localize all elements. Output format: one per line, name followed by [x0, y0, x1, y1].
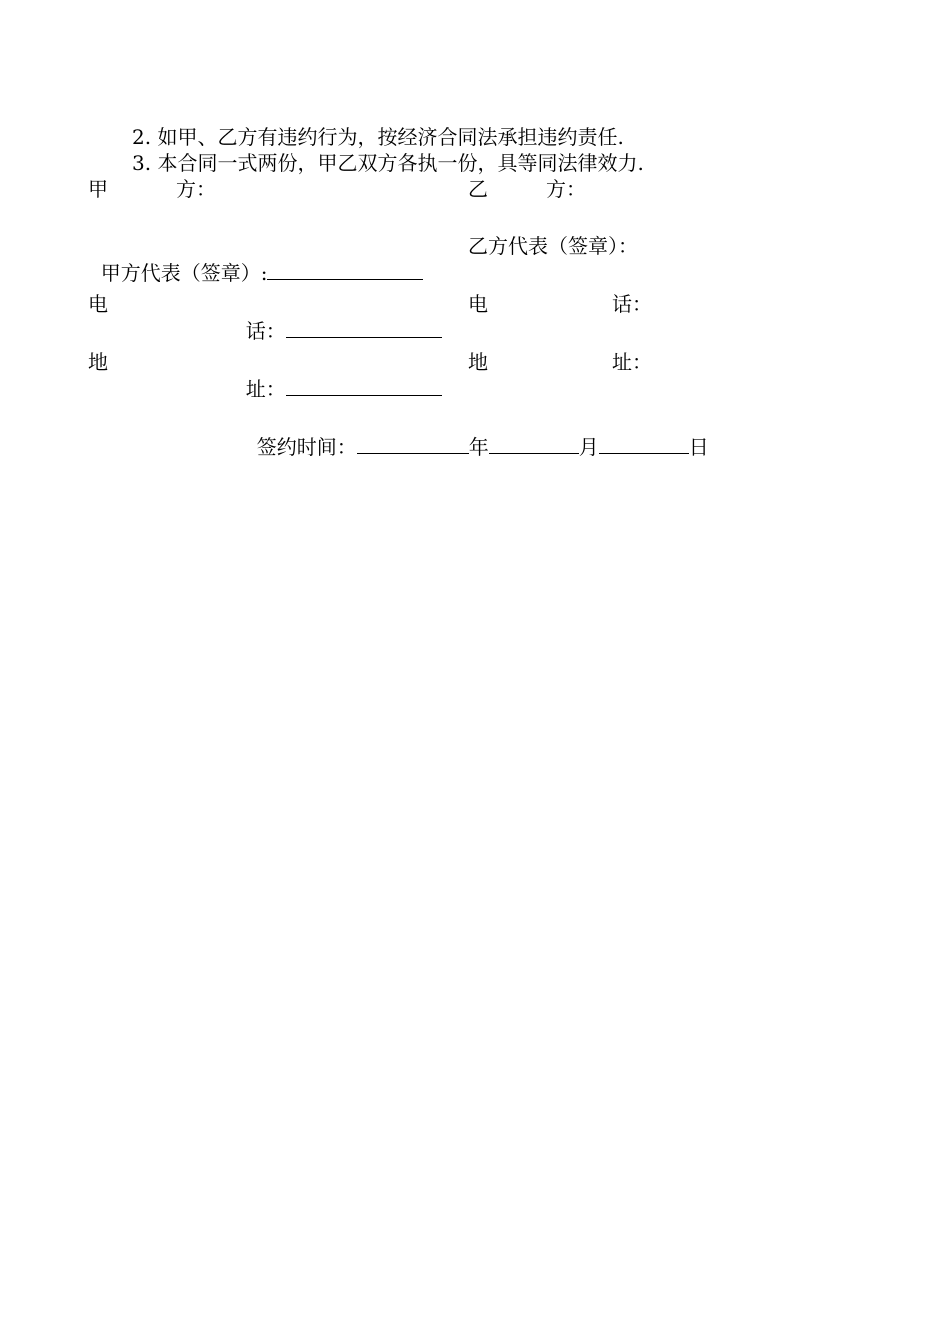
party-b-phone-left: 电 — [468, 292, 488, 316]
party-a-addr-blank[interactable] — [286, 375, 442, 396]
signing-label: 签约时间： — [256, 435, 357, 459]
party-a-label-left: 甲 — [88, 177, 108, 201]
party-a-addr-row — [233, 349, 442, 402]
clause-2: 2. 如甲、乙方有违约行为，按经济合同法承担违约责任. — [132, 125, 624, 149]
party-b-rep-label: 乙方代表（签章）： — [468, 234, 638, 258]
clause-3: 3. 本合同一式两份，甲乙双方各执一份，具等同法律效力. — [132, 151, 644, 175]
signing-month-blank[interactable] — [489, 433, 579, 454]
party-a-addr-left: 地 — [88, 350, 108, 374]
party-a-rep-row — [88, 233, 423, 286]
party-b-phone-right: 话： — [612, 292, 652, 316]
signing-month: 月 — [578, 435, 599, 459]
party-a-rep-blank[interactable] — [267, 259, 423, 280]
party-a-phone-label: 话： — [245, 319, 286, 343]
party-b-label-left: 乙 — [468, 177, 488, 201]
signing-day: 日 — [688, 435, 709, 459]
signing-day-blank[interactable] — [599, 433, 689, 454]
party-b-addr-right: 址： — [612, 350, 652, 374]
party-a-addr-label: 址： — [245, 377, 286, 401]
party-a-rep-label: 甲方代表（签章）: — [100, 261, 268, 285]
party-b-addr-left: 地 — [468, 350, 488, 374]
party-a-label-right: 方： — [176, 177, 216, 201]
party-b-label-right: 方： — [546, 177, 586, 201]
party-a-phone-left: 电 — [88, 292, 108, 316]
signing-year: 年 — [468, 435, 489, 459]
signing-year-blank[interactable] — [357, 433, 469, 454]
party-a-phone-blank[interactable] — [286, 317, 442, 338]
signing-date-row — [244, 407, 709, 460]
party-a-phone-row — [233, 291, 442, 344]
